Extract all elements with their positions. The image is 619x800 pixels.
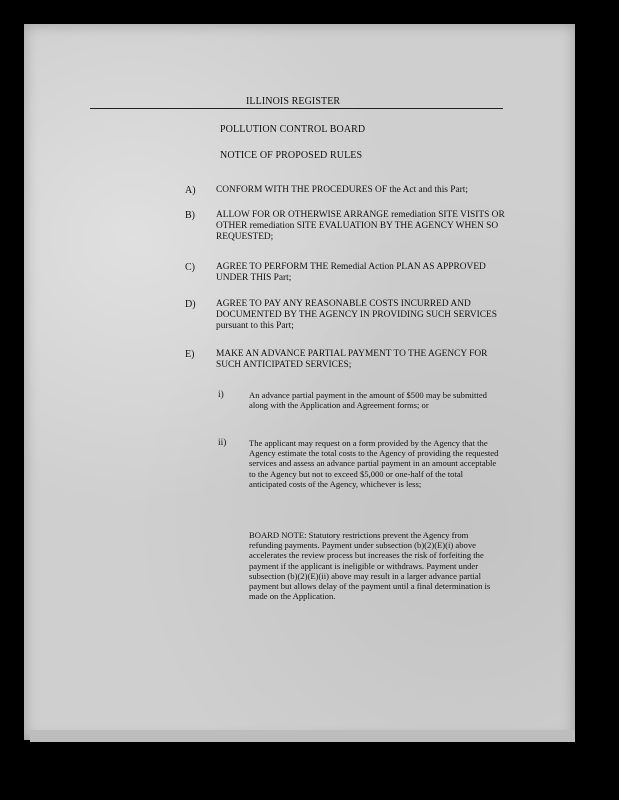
subitem-marker-i: i) xyxy=(218,390,224,400)
subitem-text-i: An advance partial payment in the amount of $500 may be submitted along with the Application and Agreement forms; or xyxy=(249,390,487,411)
header-divider xyxy=(90,108,503,109)
item-marker-e: E) xyxy=(185,349,195,360)
item-text-c: AGREE TO PERFORM THE Remedial Action PLAN AS APPROVED UNDER THIS Part; xyxy=(216,262,486,283)
page-edge xyxy=(30,730,575,742)
notice-title: NOTICE OF PROPOSED RULES xyxy=(220,150,363,161)
item-text-d: AGREE TO PAY ANY REASONABLE COSTS INCURRED AND DOCUMENTED BY THE AGENCY IN PROVIDING SUCH SERVICES pursuant to this Part; xyxy=(216,299,497,331)
item-text-a: CONFORM WITH THE PROCEDURES OF the Act and this Part; xyxy=(216,185,469,195)
register-title: ILLINOIS REGISTER xyxy=(246,96,341,107)
item-marker-d: D) xyxy=(185,299,196,310)
item-marker-b: B) xyxy=(185,210,195,221)
item-marker-c: C) xyxy=(185,262,195,273)
board-note: BOARD NOTE: Statutory restrictions prevent the Agency from refunding payments. Payment under subsection (b)(2)(E)(i) above accelerates the review process but increases the risk of forfeiting the payment if the applicant is ineligible or withdraws. Payment under subsection (b)(2)(E)(ii) above may result in a larger advance partial payment but allows delay of the payment until a final determination is made on the Application. xyxy=(249,530,491,602)
item-text-b: ALLOW FOR OR OTHERWISE ARRANGE remediation SITE VISITS OR OTHER remediation SITE EVALUATION BY THE AGENCY WHEN SO REQUESTED; xyxy=(216,210,505,242)
item-marker-a: A) xyxy=(185,185,196,196)
board-name: POLLUTION CONTROL BOARD xyxy=(220,124,366,135)
item-text-e: MAKE AN ADVANCE PARTIAL PAYMENT TO THE AGENCY FOR SUCH ANTICIPATED SERVICES; xyxy=(216,349,488,370)
subitem-text-ii: The applicant may request on a form provided by the Agency that the Agency estimate the total costs to the Agency of providing the requested services and assess an advance partial payment in an amount acceptable to the Agency but not to exceed $5,000 or one-half of the total anticipated costs of the Agency, whichever is less; xyxy=(249,438,499,489)
subitem-marker-ii: ii) xyxy=(218,438,227,448)
